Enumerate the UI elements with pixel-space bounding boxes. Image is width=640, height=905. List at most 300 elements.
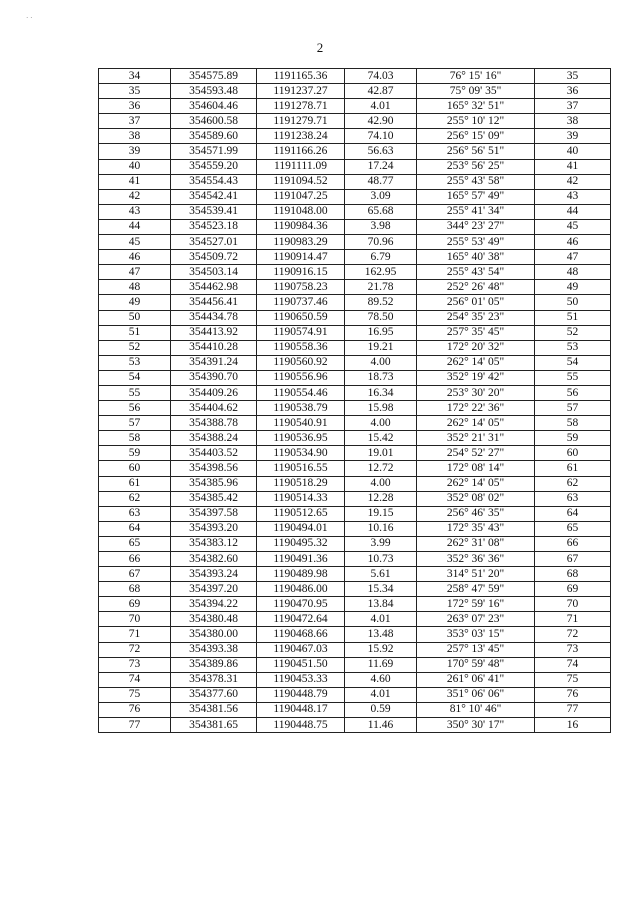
point-number-cell: 51 bbox=[99, 325, 171, 340]
point-number-cell: 34 bbox=[99, 69, 171, 84]
length-cell: 48.77 bbox=[345, 174, 417, 189]
bearing-cell: 75° 09' 35" bbox=[417, 84, 535, 99]
point-number-cell: 39 bbox=[99, 144, 171, 159]
table-row bbox=[99, 597, 611, 612]
table-row bbox=[99, 461, 611, 476]
x-coordinate-cell: 354523.18 bbox=[171, 219, 257, 234]
length-cell: 15.42 bbox=[345, 431, 417, 446]
y-coordinate-cell: 1190737.46 bbox=[257, 295, 345, 310]
x-coordinate-cell: 354393.38 bbox=[171, 642, 257, 657]
length-cell: 16.34 bbox=[345, 385, 417, 400]
point-number-cell: 77 bbox=[99, 718, 171, 733]
table-row bbox=[99, 235, 611, 250]
table-row bbox=[99, 582, 611, 597]
next-point-cell: 77 bbox=[535, 702, 611, 717]
bearing-cell: 165° 57' 49" bbox=[417, 189, 535, 204]
bearing-cell: 172° 35' 43" bbox=[417, 521, 535, 536]
next-point-cell: 53 bbox=[535, 340, 611, 355]
bearing-cell: 253° 56' 25" bbox=[417, 159, 535, 174]
point-number-cell: 66 bbox=[99, 552, 171, 567]
point-number-cell: 53 bbox=[99, 355, 171, 370]
bearing-cell: 165° 40' 38" bbox=[417, 250, 535, 265]
bearing-cell: 256° 01' 05" bbox=[417, 295, 535, 310]
y-coordinate-cell: 1191094.52 bbox=[257, 174, 345, 189]
y-coordinate-cell: 1190448.75 bbox=[257, 718, 345, 733]
y-coordinate-cell: 1191237.27 bbox=[257, 84, 345, 99]
bearing-cell: 255° 10' 12" bbox=[417, 114, 535, 129]
y-coordinate-cell: 1190516.55 bbox=[257, 461, 345, 476]
x-coordinate-cell: 354381.56 bbox=[171, 702, 257, 717]
y-coordinate-cell: 1190560.92 bbox=[257, 355, 345, 370]
point-number-cell: 49 bbox=[99, 295, 171, 310]
bearing-cell: 252° 26' 48" bbox=[417, 280, 535, 295]
next-point-cell: 66 bbox=[535, 536, 611, 551]
bearing-cell: 263° 07' 23" bbox=[417, 612, 535, 627]
x-coordinate-cell: 354385.96 bbox=[171, 476, 257, 491]
next-point-cell: 43 bbox=[535, 189, 611, 204]
bearing-cell: 261° 06' 41" bbox=[417, 672, 535, 687]
x-coordinate-cell: 354394.22 bbox=[171, 597, 257, 612]
x-coordinate-cell: 354383.12 bbox=[171, 536, 257, 551]
table-row bbox=[99, 718, 611, 733]
next-point-cell: 52 bbox=[535, 325, 611, 340]
y-coordinate-cell: 1190558.36 bbox=[257, 340, 345, 355]
y-coordinate-cell: 1191278.71 bbox=[257, 99, 345, 114]
point-number-cell: 57 bbox=[99, 416, 171, 431]
y-coordinate-cell: 1191048.00 bbox=[257, 204, 345, 219]
length-cell: 11.46 bbox=[345, 718, 417, 733]
point-number-cell: 35 bbox=[99, 84, 171, 99]
next-point-cell: 64 bbox=[535, 506, 611, 521]
next-point-cell: 62 bbox=[535, 476, 611, 491]
y-coordinate-cell: 1190556.96 bbox=[257, 370, 345, 385]
x-coordinate-cell: 354380.48 bbox=[171, 612, 257, 627]
table-row bbox=[99, 295, 611, 310]
bearing-cell: 262° 31' 08" bbox=[417, 536, 535, 551]
table-row bbox=[99, 491, 611, 506]
table-row bbox=[99, 552, 611, 567]
bearing-cell: 170° 59' 48" bbox=[417, 657, 535, 672]
next-point-cell: 50 bbox=[535, 295, 611, 310]
point-number-cell: 36 bbox=[99, 99, 171, 114]
point-number-cell: 59 bbox=[99, 446, 171, 461]
y-coordinate-cell: 1190984.36 bbox=[257, 219, 345, 234]
table-row bbox=[99, 567, 611, 582]
length-cell: 10.16 bbox=[345, 521, 417, 536]
x-coordinate-cell: 354410.28 bbox=[171, 340, 257, 355]
length-cell: 4.60 bbox=[345, 672, 417, 687]
point-number-cell: 76 bbox=[99, 702, 171, 717]
y-coordinate-cell: 1190467.03 bbox=[257, 642, 345, 657]
length-cell: 19.15 bbox=[345, 506, 417, 521]
bearing-cell: 256° 15' 09" bbox=[417, 129, 535, 144]
y-coordinate-cell: 1190448.79 bbox=[257, 687, 345, 702]
x-coordinate-cell: 354604.46 bbox=[171, 99, 257, 114]
x-coordinate-cell: 354391.24 bbox=[171, 355, 257, 370]
next-point-cell: 69 bbox=[535, 582, 611, 597]
length-cell: 56.63 bbox=[345, 144, 417, 159]
bearing-cell: 344° 23' 27" bbox=[417, 219, 535, 234]
table-row bbox=[99, 355, 611, 370]
table-row bbox=[99, 612, 611, 627]
table-row bbox=[99, 385, 611, 400]
bearing-cell: 254° 52' 27" bbox=[417, 446, 535, 461]
table-row bbox=[99, 536, 611, 551]
table-row bbox=[99, 84, 611, 99]
bearing-cell: 350° 30' 17" bbox=[417, 718, 535, 733]
table-row bbox=[99, 219, 611, 234]
table-row bbox=[99, 627, 611, 642]
length-cell: 19.01 bbox=[345, 446, 417, 461]
table-row bbox=[99, 401, 611, 416]
point-number-cell: 42 bbox=[99, 189, 171, 204]
next-point-cell: 75 bbox=[535, 672, 611, 687]
next-point-cell: 47 bbox=[535, 250, 611, 265]
table-row bbox=[99, 174, 611, 189]
point-number-cell: 64 bbox=[99, 521, 171, 536]
point-number-cell: 70 bbox=[99, 612, 171, 627]
length-cell: 11.69 bbox=[345, 657, 417, 672]
next-point-cell: 58 bbox=[535, 416, 611, 431]
length-cell: 10.73 bbox=[345, 552, 417, 567]
length-cell: 12.72 bbox=[345, 461, 417, 476]
length-cell: 18.73 bbox=[345, 370, 417, 385]
next-point-cell: 68 bbox=[535, 567, 611, 582]
bearing-cell: 253° 30' 20" bbox=[417, 385, 535, 400]
next-point-cell: 41 bbox=[535, 159, 611, 174]
next-point-cell: 76 bbox=[535, 687, 611, 702]
bearing-cell: 172° 59' 16" bbox=[417, 597, 535, 612]
next-point-cell: 49 bbox=[535, 280, 611, 295]
length-cell: 65.68 bbox=[345, 204, 417, 219]
next-point-cell: 46 bbox=[535, 235, 611, 250]
point-number-cell: 40 bbox=[99, 159, 171, 174]
length-cell: 15.92 bbox=[345, 642, 417, 657]
table-row bbox=[99, 144, 611, 159]
table-row bbox=[99, 702, 611, 717]
x-coordinate-cell: 354434.78 bbox=[171, 310, 257, 325]
next-point-cell: 44 bbox=[535, 204, 611, 219]
length-cell: 21.78 bbox=[345, 280, 417, 295]
bearing-cell: 255° 41' 34" bbox=[417, 204, 535, 219]
next-point-cell: 55 bbox=[535, 370, 611, 385]
table-row bbox=[99, 114, 611, 129]
point-number-cell: 37 bbox=[99, 114, 171, 129]
x-coordinate-cell: 354600.58 bbox=[171, 114, 257, 129]
x-coordinate-cell: 354413.92 bbox=[171, 325, 257, 340]
y-coordinate-cell: 1190983.29 bbox=[257, 235, 345, 250]
next-point-cell: 54 bbox=[535, 355, 611, 370]
x-coordinate-cell: 354509.72 bbox=[171, 250, 257, 265]
length-cell: 15.98 bbox=[345, 401, 417, 416]
x-coordinate-cell: 354389.86 bbox=[171, 657, 257, 672]
y-coordinate-cell: 1191279.71 bbox=[257, 114, 345, 129]
point-number-cell: 54 bbox=[99, 370, 171, 385]
next-point-cell: 73 bbox=[535, 642, 611, 657]
y-coordinate-cell: 1191238.24 bbox=[257, 129, 345, 144]
length-cell: 74.03 bbox=[345, 69, 417, 84]
point-number-cell: 68 bbox=[99, 582, 171, 597]
table-row bbox=[99, 189, 611, 204]
y-coordinate-cell: 1190472.64 bbox=[257, 612, 345, 627]
y-coordinate-cell: 1190486.00 bbox=[257, 582, 345, 597]
length-cell: 89.52 bbox=[345, 295, 417, 310]
x-coordinate-cell: 354503.14 bbox=[171, 265, 257, 280]
point-number-cell: 45 bbox=[99, 235, 171, 250]
point-number-cell: 41 bbox=[99, 174, 171, 189]
x-coordinate-cell: 354403.52 bbox=[171, 446, 257, 461]
point-number-cell: 46 bbox=[99, 250, 171, 265]
next-point-cell: 59 bbox=[535, 431, 611, 446]
table-row bbox=[99, 265, 611, 280]
y-coordinate-cell: 1191166.26 bbox=[257, 144, 345, 159]
point-number-cell: 58 bbox=[99, 431, 171, 446]
length-cell: 4.00 bbox=[345, 355, 417, 370]
length-cell: 16.95 bbox=[345, 325, 417, 340]
bearing-cell: 257° 35' 45" bbox=[417, 325, 535, 340]
x-coordinate-cell: 354378.31 bbox=[171, 672, 257, 687]
bearing-cell: 256° 46' 35" bbox=[417, 506, 535, 521]
length-cell: 162.95 bbox=[345, 265, 417, 280]
bearing-cell: 165° 32' 51" bbox=[417, 99, 535, 114]
y-coordinate-cell: 1190554.46 bbox=[257, 385, 345, 400]
point-number-cell: 65 bbox=[99, 536, 171, 551]
x-coordinate-cell: 354377.60 bbox=[171, 687, 257, 702]
point-number-cell: 47 bbox=[99, 265, 171, 280]
bearing-cell: 262° 14' 05" bbox=[417, 355, 535, 370]
table-row bbox=[99, 416, 611, 431]
next-point-cell: 38 bbox=[535, 114, 611, 129]
y-coordinate-cell: 1190758.23 bbox=[257, 280, 345, 295]
next-point-cell: 70 bbox=[535, 597, 611, 612]
point-number-cell: 55 bbox=[99, 385, 171, 400]
bearing-cell: 255° 43' 58" bbox=[417, 174, 535, 189]
y-coordinate-cell: 1190489.98 bbox=[257, 567, 345, 582]
y-coordinate-cell: 1190534.90 bbox=[257, 446, 345, 461]
y-coordinate-cell: 1191111.09 bbox=[257, 159, 345, 174]
point-number-cell: 69 bbox=[99, 597, 171, 612]
x-coordinate-cell: 354388.24 bbox=[171, 431, 257, 446]
next-point-cell: 35 bbox=[535, 69, 611, 84]
y-coordinate-cell: 1190470.95 bbox=[257, 597, 345, 612]
x-coordinate-cell: 354554.43 bbox=[171, 174, 257, 189]
y-coordinate-cell: 1190540.91 bbox=[257, 416, 345, 431]
y-coordinate-cell: 1190453.33 bbox=[257, 672, 345, 687]
x-coordinate-cell: 354397.58 bbox=[171, 506, 257, 521]
bearing-cell: 351° 06' 06" bbox=[417, 687, 535, 702]
x-coordinate-cell: 354409.26 bbox=[171, 385, 257, 400]
next-point-cell: 74 bbox=[535, 657, 611, 672]
next-point-cell: 39 bbox=[535, 129, 611, 144]
length-cell: 42.87 bbox=[345, 84, 417, 99]
point-number-cell: 72 bbox=[99, 642, 171, 657]
y-coordinate-cell: 1190495.32 bbox=[257, 536, 345, 551]
length-cell: 13.48 bbox=[345, 627, 417, 642]
x-coordinate-cell: 354388.78 bbox=[171, 416, 257, 431]
next-point-cell: 63 bbox=[535, 491, 611, 506]
table-row bbox=[99, 250, 611, 265]
x-coordinate-cell: 354380.00 bbox=[171, 627, 257, 642]
x-coordinate-cell: 354381.65 bbox=[171, 718, 257, 733]
table-row bbox=[99, 521, 611, 536]
point-number-cell: 63 bbox=[99, 506, 171, 521]
next-point-cell: 37 bbox=[535, 99, 611, 114]
y-coordinate-cell: 1190512.65 bbox=[257, 506, 345, 521]
table-row bbox=[99, 69, 611, 84]
point-number-cell: 48 bbox=[99, 280, 171, 295]
length-cell: 15.34 bbox=[345, 582, 417, 597]
length-cell: 4.01 bbox=[345, 99, 417, 114]
y-coordinate-cell: 1190514.33 bbox=[257, 491, 345, 506]
table-row bbox=[99, 325, 611, 340]
x-coordinate-cell: 354393.20 bbox=[171, 521, 257, 536]
bearing-cell: 255° 53' 49" bbox=[417, 235, 535, 250]
y-coordinate-cell: 1190451.50 bbox=[257, 657, 345, 672]
next-point-cell: 60 bbox=[535, 446, 611, 461]
x-coordinate-cell: 354527.01 bbox=[171, 235, 257, 250]
table-row bbox=[99, 642, 611, 657]
point-number-cell: 73 bbox=[99, 657, 171, 672]
y-coordinate-cell: 1190650.59 bbox=[257, 310, 345, 325]
point-number-cell: 56 bbox=[99, 401, 171, 416]
table-row bbox=[99, 657, 611, 672]
table-row bbox=[99, 204, 611, 219]
y-coordinate-cell: 1191165.36 bbox=[257, 69, 345, 84]
length-cell: 19.21 bbox=[345, 340, 417, 355]
length-cell: 3.99 bbox=[345, 536, 417, 551]
next-point-cell: 65 bbox=[535, 521, 611, 536]
next-point-cell: 71 bbox=[535, 612, 611, 627]
next-point-cell: 45 bbox=[535, 219, 611, 234]
table-row bbox=[99, 672, 611, 687]
bearing-cell: 256° 56' 51" bbox=[417, 144, 535, 159]
next-point-cell: 48 bbox=[535, 265, 611, 280]
x-coordinate-cell: 354539.41 bbox=[171, 204, 257, 219]
point-number-cell: 71 bbox=[99, 627, 171, 642]
length-cell: 4.00 bbox=[345, 476, 417, 491]
table-row bbox=[99, 506, 611, 521]
length-cell: 78.50 bbox=[345, 310, 417, 325]
next-point-cell: 61 bbox=[535, 461, 611, 476]
y-coordinate-cell: 1190448.17 bbox=[257, 702, 345, 717]
bearing-cell: 352° 08' 02" bbox=[417, 491, 535, 506]
bearing-cell: 262° 14' 05" bbox=[417, 476, 535, 491]
length-cell: 70.96 bbox=[345, 235, 417, 250]
x-coordinate-cell: 354397.20 bbox=[171, 582, 257, 597]
bearing-cell: 76° 15' 16" bbox=[417, 69, 535, 84]
point-number-cell: 44 bbox=[99, 219, 171, 234]
x-coordinate-cell: 354589.60 bbox=[171, 129, 257, 144]
next-point-cell: 72 bbox=[535, 627, 611, 642]
point-number-cell: 52 bbox=[99, 340, 171, 355]
length-cell: 3.09 bbox=[345, 189, 417, 204]
table-row bbox=[99, 370, 611, 385]
next-point-cell: 16 bbox=[535, 718, 611, 733]
bearing-cell: 81° 10' 46" bbox=[417, 702, 535, 717]
coordinates-table-body bbox=[99, 69, 611, 733]
table-row bbox=[99, 446, 611, 461]
x-coordinate-cell: 354398.56 bbox=[171, 461, 257, 476]
length-cell: 4.01 bbox=[345, 612, 417, 627]
point-number-cell: 62 bbox=[99, 491, 171, 506]
y-coordinate-cell: 1191047.25 bbox=[257, 189, 345, 204]
point-number-cell: 43 bbox=[99, 204, 171, 219]
point-number-cell: 74 bbox=[99, 672, 171, 687]
x-coordinate-cell: 354593.48 bbox=[171, 84, 257, 99]
table-row bbox=[99, 687, 611, 702]
x-coordinate-cell: 354404.62 bbox=[171, 401, 257, 416]
page-number: 2 bbox=[316, 40, 324, 55]
point-number-cell: 50 bbox=[99, 310, 171, 325]
next-point-cell: 51 bbox=[535, 310, 611, 325]
table-row bbox=[99, 340, 611, 355]
length-cell: 0.59 bbox=[345, 702, 417, 717]
point-number-cell: 60 bbox=[99, 461, 171, 476]
bearing-cell: 172° 08' 14" bbox=[417, 461, 535, 476]
next-point-cell: 40 bbox=[535, 144, 611, 159]
x-coordinate-cell: 354462.98 bbox=[171, 280, 257, 295]
bearing-cell: 353° 03' 15" bbox=[417, 627, 535, 642]
next-point-cell: 57 bbox=[535, 401, 611, 416]
next-point-cell: 56 bbox=[535, 385, 611, 400]
table-row bbox=[99, 280, 611, 295]
coordinates-table bbox=[98, 68, 611, 733]
bearing-cell: 352° 21' 31" bbox=[417, 431, 535, 446]
bearing-cell: 352° 36' 36" bbox=[417, 552, 535, 567]
y-coordinate-cell: 1190538.79 bbox=[257, 401, 345, 416]
y-coordinate-cell: 1190914.47 bbox=[257, 250, 345, 265]
bearing-cell: 172° 20' 32" bbox=[417, 340, 535, 355]
y-coordinate-cell: 1190916.15 bbox=[257, 265, 345, 280]
length-cell: 4.00 bbox=[345, 416, 417, 431]
table-row bbox=[99, 310, 611, 325]
y-coordinate-cell: 1190574.91 bbox=[257, 325, 345, 340]
point-number-cell: 67 bbox=[99, 567, 171, 582]
length-cell: 5.61 bbox=[345, 567, 417, 582]
next-point-cell: 67 bbox=[535, 552, 611, 567]
bearing-cell: 255° 43' 54" bbox=[417, 265, 535, 280]
bearing-cell: 172° 22' 36" bbox=[417, 401, 535, 416]
point-number-cell: 61 bbox=[99, 476, 171, 491]
bearing-cell: 314° 51' 20" bbox=[417, 567, 535, 582]
table-row bbox=[99, 159, 611, 174]
next-point-cell: 42 bbox=[535, 174, 611, 189]
length-cell: 42.90 bbox=[345, 114, 417, 129]
y-coordinate-cell: 1190491.36 bbox=[257, 552, 345, 567]
table-row bbox=[99, 476, 611, 491]
x-coordinate-cell: 354385.42 bbox=[171, 491, 257, 506]
table-row bbox=[99, 129, 611, 144]
x-coordinate-cell: 354393.24 bbox=[171, 567, 257, 582]
bearing-cell: 352° 19' 42" bbox=[417, 370, 535, 385]
x-coordinate-cell: 354542.41 bbox=[171, 189, 257, 204]
bearing-cell: 257° 13' 45" bbox=[417, 642, 535, 657]
point-number-cell: 75 bbox=[99, 687, 171, 702]
bearing-cell: 258° 47' 59" bbox=[417, 582, 535, 597]
x-coordinate-cell: 354390.70 bbox=[171, 370, 257, 385]
y-coordinate-cell: 1190494.01 bbox=[257, 521, 345, 536]
scan-corner-mark: · · bbox=[26, 14, 33, 22]
length-cell: 17.24 bbox=[345, 159, 417, 174]
x-coordinate-cell: 354559.20 bbox=[171, 159, 257, 174]
length-cell: 74.10 bbox=[345, 129, 417, 144]
x-coordinate-cell: 354456.41 bbox=[171, 295, 257, 310]
y-coordinate-cell: 1190536.95 bbox=[257, 431, 345, 446]
y-coordinate-cell: 1190518.29 bbox=[257, 476, 345, 491]
length-cell: 13.84 bbox=[345, 597, 417, 612]
length-cell: 12.28 bbox=[345, 491, 417, 506]
x-coordinate-cell: 354382.60 bbox=[171, 552, 257, 567]
